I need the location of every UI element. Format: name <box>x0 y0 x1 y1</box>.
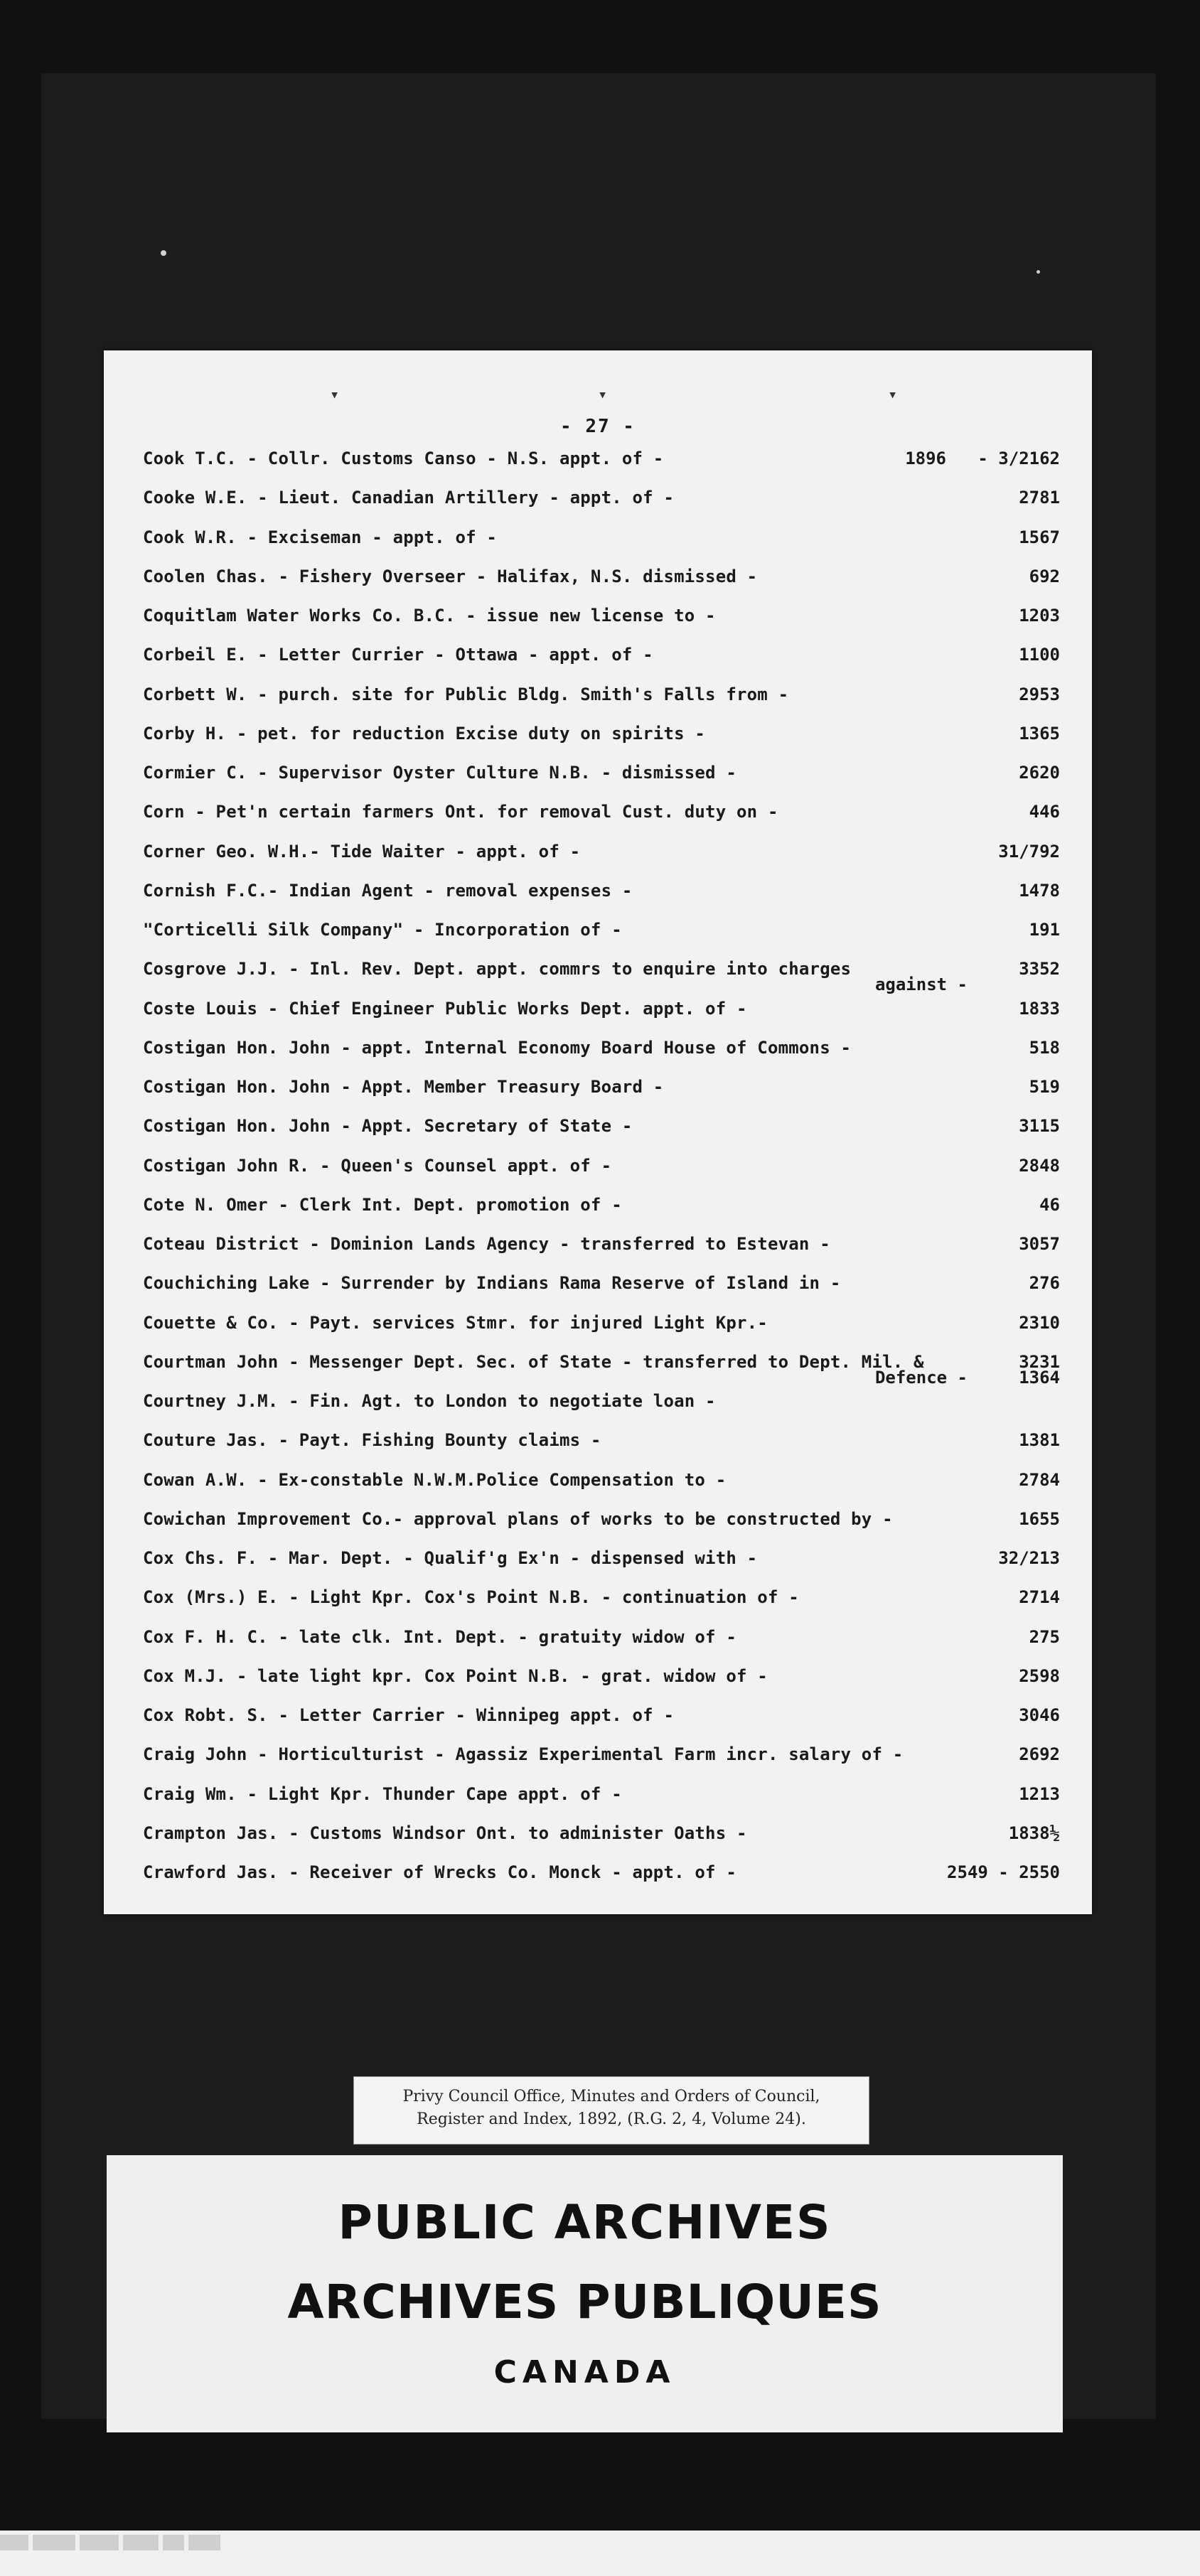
index-entry <box>143 1509 1060 1548</box>
index-entry <box>143 1823 1060 1862</box>
index-entry <box>143 1077 1060 1116</box>
entry-reference: 1100 <box>1019 645 1060 665</box>
index-page <box>104 350 1092 1914</box>
entry-reference: 3352 <box>1019 959 1060 980</box>
index-entry <box>143 1273 1060 1312</box>
dust-speck <box>161 250 166 256</box>
index-entry <box>143 959 1060 998</box>
page-number: - 27 - <box>560 416 636 437</box>
entry-year: 1896 <box>905 449 946 468</box>
index-entry <box>143 763 1060 802</box>
index-entry <box>143 1352 1060 1391</box>
index-entry <box>143 1195 1060 1234</box>
entry-reference: 1381 <box>1019 1430 1060 1451</box>
entry-text: Couette & Co. - Payt. services Stmr. for injured Light Kpr.- <box>143 1312 768 1333</box>
entry-text: Courtman John - Messenger Dept. Sec. of State - transferred to Dept. Mil. & <box>143 1351 924 1372</box>
entry-text: Cornish F.C.- Indian Agent - removal expenses - <box>143 880 633 901</box>
entry-reference: 1567 <box>1019 527 1060 547</box>
entry-reference: 31/792 <box>998 841 1060 862</box>
entry-reference: 3115 <box>1019 1116 1060 1137</box>
entry-reference: 1833 <box>1019 998 1060 1019</box>
index-entry <box>143 1470 1060 1509</box>
index-entry <box>143 1862 1060 1901</box>
entry-text: Cooke W.E. - Lieut. Canadian Artillery - appt. of - <box>143 488 675 508</box>
banner-title-english: PUBLIC ARCHIVES <box>338 2195 832 2250</box>
entry-reference: 1838½ <box>1008 1823 1060 1843</box>
entry-text: Costigan Hon. John - Appt. Member Treasury Board - <box>143 1077 664 1097</box>
entry-text: Cox Chs. F. - Mar. Dept. - Qualif'g Ex'n - dispensed with - <box>143 1548 758 1568</box>
entry-reference: 2714 <box>1019 1587 1060 1608</box>
index-entry <box>143 920 1060 959</box>
entry-reference: 3046 <box>1019 1705 1060 1725</box>
entry-text: Cowan A.W. - Ex-constable N.W.M.Police Compensation to - <box>143 1469 727 1490</box>
entry-reference: 2598 <box>1019 1665 1060 1686</box>
entry-text: Costigan Hon. John - appt. Internal Economy Board House of Commons - <box>143 1037 852 1058</box>
entry-reference: 1203 <box>1019 606 1060 626</box>
entry-reference: 1213 <box>1019 1783 1060 1804</box>
entry-text: Corbeil E. - Letter Currier - Ottawa - appt. of - <box>143 645 653 665</box>
entry-reference-secondary: 1364 <box>1019 1367 1060 1388</box>
entry-reference: 275 <box>1029 1626 1060 1647</box>
entry-text: Couchiching Lake - Surrender by Indians Rama Reserve of Island in - <box>143 1273 841 1294</box>
banner-title-french: ARCHIVES PUBLIQUES <box>287 2275 882 2329</box>
index-entry <box>143 1744 1060 1783</box>
entry-reference: 2692 <box>1019 1744 1060 1765</box>
index-entry <box>143 724 1060 763</box>
archives-banner <box>107 2155 1063 2432</box>
index-entry <box>143 449 1060 488</box>
index-entry <box>143 1705 1060 1744</box>
registration-mark: ▾ <box>330 386 340 404</box>
index-entry <box>143 1116 1060 1155</box>
index-entry <box>143 488 1060 527</box>
entry-text: Cote N. Omer - Clerk Int. Dept. promotion of - <box>143 1194 622 1215</box>
entry-text: Cook W.R. - Exciseman - appt. of - <box>143 527 498 547</box>
entry-text: Corbett W. - purch. site for Public Bldg. Smith's Falls from - <box>143 684 789 704</box>
entry-reference: 692 <box>1029 566 1060 586</box>
index-entry <box>143 685 1060 724</box>
entry-reference: 1655 <box>1019 1508 1060 1529</box>
entry-reference: 2620 <box>1019 763 1060 783</box>
entry-reference: 32/213 <box>998 1548 1060 1568</box>
entry-reference: 2549 - 2550 <box>947 1862 1060 1882</box>
entry-text: Crampton Jas. - Customs Windsor Ont. to administer Oaths - <box>143 1823 747 1843</box>
entry-text: Coteau District - Dominion Lands Agency - transferred to Estevan - <box>143 1234 830 1254</box>
entry-text: Corn - Pet'n certain farmers Ont. for removal Cust. duty on - <box>143 802 778 822</box>
dust-speck <box>1036 270 1040 274</box>
entry-reference: 1478 <box>1019 880 1060 901</box>
entry-reference: 2848 <box>1019 1155 1060 1176</box>
entry-text: Corby H. - pet. for reduction Excise duty on spirits - <box>143 723 706 744</box>
film-edge-marks <box>0 2531 235 2555</box>
citation-label <box>353 2076 869 2145</box>
index-entry <box>143 527 1060 567</box>
entry-continuation: against - <box>874 975 968 995</box>
registration-mark: ▾ <box>598 386 608 404</box>
index-entry <box>143 842 1060 881</box>
index-entry <box>143 881 1060 920</box>
index-entry <box>143 567 1060 606</box>
entry-text: Corner Geo. W.H.- Tide Waiter - appt. of - <box>143 841 581 862</box>
index-entry <box>143 1627 1060 1666</box>
entry-reference: 518 <box>1029 1037 1060 1058</box>
entry-text: Courtney J.M. - Fin. Agt. to London to negotiate loan - <box>143 1391 716 1411</box>
index-entry <box>143 1430 1060 1469</box>
index-entries <box>143 449 1060 1901</box>
index-entry <box>143 999 1060 1038</box>
index-entry <box>143 1784 1060 1823</box>
index-entry <box>143 1548 1060 1587</box>
index-entry <box>143 606 1060 645</box>
entry-text: Couture Jas. - Payt. Fishing Bounty claims - <box>143 1430 601 1451</box>
entry-reference: 446 <box>1029 802 1060 822</box>
entry-text: Craig Wm. - Light Kpr. Thunder Cape appt. of - <box>143 1783 622 1804</box>
registration-mark: ▾ <box>888 386 898 404</box>
entry-text: Coste Louis - Chief Engineer Public Works Dept. appt. of - <box>143 998 747 1019</box>
entry-reference: 276 <box>1029 1273 1060 1294</box>
entry-text: "Corticelli Silk Company" - Incorporation of - <box>143 920 622 940</box>
entry-text: Costigan John R. - Queen's Counsel appt. of - <box>143 1155 612 1176</box>
entry-reference: 2781 <box>1019 488 1060 508</box>
entry-reference: 3057 <box>1019 1234 1060 1254</box>
entry-text: Cook T.C. - Collr. Customs Canso - N.S. appt. of - <box>143 449 664 468</box>
index-entry <box>143 1587 1060 1626</box>
entry-reference: 2784 <box>1019 1469 1060 1490</box>
index-entry <box>143 802 1060 841</box>
entry-text: Cormier C. - Supervisor Oyster Culture N.B. - dismissed - <box>143 763 737 783</box>
entry-reference: 2953 <box>1019 684 1060 704</box>
entry-text: Cosgrove J.J. - Inl. Rev. Dept. appt. commrs to enquire into charges <box>143 959 852 980</box>
entry-text: Cox Robt. S. - Letter Carrier - Winnipeg appt. of - <box>143 1705 675 1725</box>
entry-text: Cox F. H. C. - late clk. Int. Dept. - gratuity widow of - <box>143 1626 737 1647</box>
entry-text: Coolen Chas. - Fishery Overseer - Halifax, N.S. dismissed - <box>143 566 758 586</box>
entry-reference: 2310 <box>1019 1312 1060 1333</box>
entry-text: Crawford Jas. - Receiver of Wrecks Co. Monck - appt. of - <box>143 1862 737 1882</box>
entry-reference: 3231 <box>1019 1351 1060 1372</box>
citation-line: Register and Index, 1892, (R.G. 2, 4, Volume 24). <box>417 2110 806 2128</box>
entry-reference: 191 <box>1029 920 1060 940</box>
index-entry <box>143 1313 1060 1352</box>
citation-line: Privy Council Office, Minutes and Orders of Council, <box>402 2088 820 2105</box>
index-entry <box>143 1666 1060 1705</box>
entry-text: Costigan Hon. John - Appt. Secretary of State - <box>143 1116 633 1137</box>
index-entry <box>143 1038 1060 1077</box>
entry-text: Coquitlam Water Works Co. B.C. - issue new license to - <box>143 606 716 626</box>
index-entry <box>143 1156 1060 1195</box>
entry-text: Craig John - Horticulturist - Agassiz Experimental Farm incr. salary of - <box>143 1744 904 1765</box>
entry-continuation: Defence - <box>874 1367 968 1388</box>
banner-country: CANADA <box>493 2354 676 2390</box>
entry-reference: - 3/2162 <box>977 449 1060 468</box>
index-entry <box>143 645 1060 684</box>
index-entry <box>143 1234 1060 1273</box>
entry-text: Cox (Mrs.) E. - Light Kpr. Cox's Point N.B. - continuation of - <box>143 1587 799 1608</box>
entry-reference: 46 <box>1039 1194 1060 1215</box>
entry-reference: 1365 <box>1019 723 1060 744</box>
entry-text: Cowichan Improvement Co.- approval plans of works to be constructed by - <box>143 1508 893 1529</box>
index-entry <box>143 1391 1060 1430</box>
entry-reference: 519 <box>1029 1077 1060 1097</box>
entry-text: Cox M.J. - late light kpr. Cox Point N.B. - grat. widow of - <box>143 1665 768 1686</box>
